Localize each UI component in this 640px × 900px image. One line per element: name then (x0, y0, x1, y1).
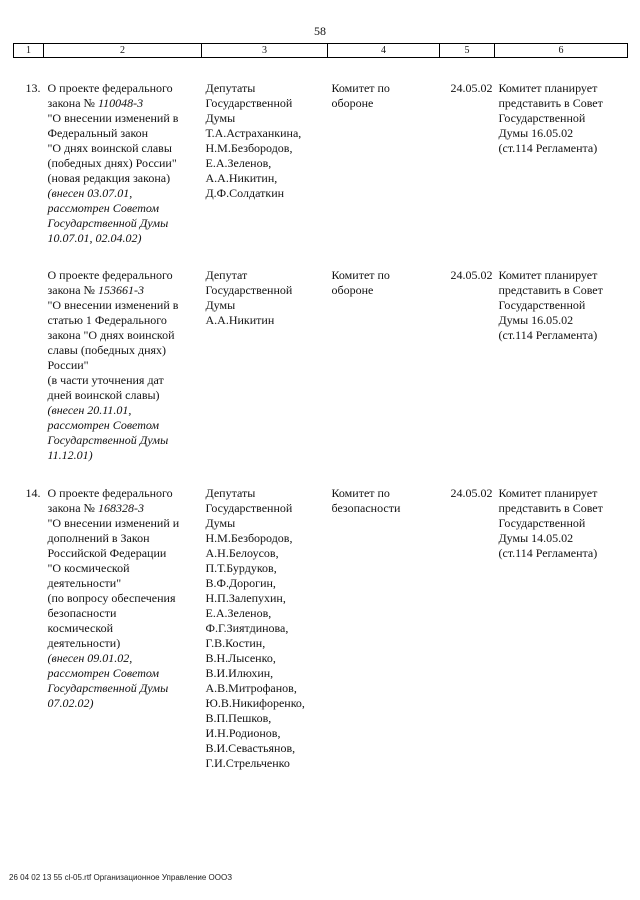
committee (328, 463, 440, 771)
bill-line (48, 516, 198, 531)
date: 24.05.02 (450, 81, 493, 95)
authors-line: Депутаты (205, 486, 256, 500)
bill-italic-text: 110048-3 (97, 96, 144, 110)
authors-line: Ф.Г.Зиятдинова, (205, 621, 289, 635)
status-note-line: Думы 14.05.02 (498, 531, 574, 545)
authors-line: А.В.Митрофанов, (205, 681, 297, 695)
bill-text: дополнений в Закон (47, 531, 150, 545)
bill-text: (по вопросу обеспечения (47, 591, 176, 605)
committee-line: обороне (331, 96, 374, 110)
bill-text: Федеральный закон (47, 126, 149, 140)
status-note-line: представить в Совет (498, 501, 603, 515)
bill-text: закона № (47, 283, 98, 297)
status-note-line: представить в Совет (498, 96, 603, 110)
column-number: 3 (202, 44, 328, 58)
bill-line (48, 313, 198, 328)
authors-line: Н.М.Безбородов, (205, 531, 293, 545)
authors-line: Государственной (205, 501, 293, 515)
table-row (14, 463, 628, 771)
bill-line (48, 561, 198, 576)
bill-line (48, 231, 198, 246)
row-number (14, 246, 44, 463)
bill-line (48, 651, 198, 666)
authors (202, 246, 328, 463)
bill-italic-text: рассмотрен Советом (47, 201, 160, 215)
bill-italic-text: 11.12.01) (47, 448, 93, 462)
bill-italic-text: 168328-3 (97, 501, 144, 515)
authors-line: А.А.Никитин, (205, 171, 278, 185)
status-note-line: Комитет планирует (498, 268, 598, 282)
bill-line (48, 696, 198, 711)
committee (328, 58, 440, 247)
bill-text: дней воинской славы) (47, 388, 160, 402)
column-number: 1 (14, 44, 44, 58)
bill-text: деятельности) (47, 636, 121, 650)
authors-line: Ю.В.Никифоренко, (205, 696, 305, 710)
authors-line: Т.А.Астраханкина, (205, 126, 302, 140)
status-note-line: Комитет планирует (498, 486, 598, 500)
status-note-line: Государственной (498, 298, 586, 312)
status-note-line: Комитет планирует (498, 81, 598, 95)
bill-line (48, 283, 198, 298)
bill-text: космической (47, 621, 113, 635)
bill-italic-text: Государственной Думы (47, 216, 169, 230)
bill-text: "О внесении изменений и (47, 516, 180, 530)
column-number: 5 (440, 44, 495, 58)
authors-line: Депутат (205, 268, 248, 282)
authors-line: В.И.Илюхин, (205, 666, 274, 680)
status-note-line: (ст.114 Регламента) (498, 328, 598, 342)
authors-line: В.Н.Лысенко, (205, 651, 276, 665)
bill-line (48, 141, 198, 156)
date: 24.05.02 (450, 268, 493, 282)
document-footer: 26 04 02 13 55 cl-05.rtf Организационное Управление ОООЗ (9, 873, 233, 882)
page-number: 58 (314, 24, 326, 38)
bill-line (48, 111, 198, 126)
authors-line: А.А.Никитин (205, 313, 275, 327)
bill-text: О проекте федерального (47, 486, 173, 500)
bill-text: России" (47, 358, 89, 372)
status-note-line: Государственной (498, 111, 586, 125)
authors-line: В.Ф.Дорогин, (205, 576, 276, 590)
bill-line (48, 201, 198, 216)
bill-line (48, 433, 198, 448)
table-row (14, 58, 628, 247)
bill-line (48, 328, 198, 343)
authors-line: Государственной (205, 283, 293, 297)
bill-line (48, 546, 198, 561)
bill-line (48, 681, 198, 696)
bill-italic-text: Государственной Думы (47, 433, 169, 447)
column-number: 6 (495, 44, 628, 58)
authors-line: Думы (205, 111, 236, 125)
status-note (495, 463, 628, 771)
bill-line (48, 96, 198, 111)
bill-line (48, 358, 198, 373)
committee-line: безопасности (331, 501, 401, 515)
committee (328, 246, 440, 463)
bill-text: О проекте федерального (47, 81, 173, 95)
authors-line: Д.Ф.Солдаткин (205, 186, 285, 200)
bill-line (48, 298, 198, 313)
authors-line: Н.П.Залепухин, (205, 591, 286, 605)
authors-line: Думы (205, 298, 236, 312)
bill-text: (победных днях) России" (47, 156, 177, 170)
authors-line: Н.М.Безбородов, (205, 141, 293, 155)
bill-description (44, 246, 202, 463)
bill-line (48, 216, 198, 231)
bill-line (48, 186, 198, 201)
bill-text: "О днях воинской славы (47, 141, 172, 155)
bill-line (48, 171, 198, 186)
bill-description (44, 58, 202, 247)
committee-line: Комитет по (331, 486, 390, 500)
bill-text: Российской Федерации (47, 546, 167, 560)
bill-line (48, 268, 198, 283)
row-number: 14. (25, 486, 41, 500)
authors-line: П.Т.Бурдуков, (205, 561, 277, 575)
bill-text: "О космической (47, 561, 130, 575)
authors-line: И.Н.Родионов, (205, 726, 281, 740)
bill-line (48, 621, 198, 636)
bill-line (48, 418, 198, 433)
bill-text: "О внесении изменений в (47, 298, 179, 312)
authors-line: В.И.Севастьянов, (205, 741, 296, 755)
row-number: 13. (25, 81, 41, 95)
bill-italic-text: Государственной Думы (47, 681, 169, 695)
status-note-line: представить в Совет (498, 283, 603, 297)
column-number: 4 (328, 44, 440, 58)
bill-line (48, 531, 198, 546)
bill-line (48, 501, 198, 516)
bill-italic-text: 153661-3 (97, 283, 144, 297)
bill-line (48, 126, 198, 141)
bill-italic-text: (внесен 09.01.02, (47, 651, 133, 665)
authors-line: Г.В.Костин, (205, 636, 266, 650)
status-note-line: (ст.114 Регламента) (498, 546, 598, 560)
committee-line: Комитет по (331, 268, 390, 282)
bill-line (48, 448, 198, 463)
bill-text: безопасности (47, 606, 117, 620)
bill-text: деятельности" (47, 576, 122, 590)
bill-description (44, 463, 202, 771)
authors-line: Депутаты (205, 81, 256, 95)
status-note (495, 246, 628, 463)
bill-line (48, 343, 198, 358)
bill-line (48, 373, 198, 388)
date: 24.05.02 (450, 486, 493, 500)
bill-line (48, 636, 198, 651)
bill-line (48, 403, 198, 418)
bill-line (48, 81, 198, 96)
column-number-row (14, 44, 628, 58)
bill-text: статью 1 Федерального (47, 313, 167, 327)
authors-line: Г.И.Стрельченко (205, 756, 290, 770)
bill-line (48, 591, 198, 606)
status-note-line: Государственной (498, 516, 586, 530)
authors-line: А.Н.Белоусов, (205, 546, 279, 560)
bill-text: О проекте федерального (47, 268, 173, 282)
column-number: 2 (44, 44, 202, 58)
status-note-line: Думы 16.05.02 (498, 313, 574, 327)
authors-line: Думы (205, 516, 236, 530)
table-row (14, 246, 628, 463)
bill-text: "О внесении изменений в (47, 111, 179, 125)
status-note-line: (ст.114 Регламента) (498, 141, 598, 155)
committee-line: Комитет по (331, 81, 390, 95)
bill-line (48, 486, 198, 501)
authors (202, 58, 328, 247)
bill-line (48, 156, 198, 171)
bill-line (48, 388, 198, 403)
bill-text: славы (победных днях) (47, 343, 167, 357)
authors-line: Е.А.Зеленов, (205, 606, 272, 620)
status-note-line: Думы 16.05.02 (498, 126, 574, 140)
bills-table (13, 43, 628, 771)
bill-text: закона № (47, 96, 98, 110)
bill-line (48, 666, 198, 681)
bill-italic-text: рассмотрен Советом (47, 666, 160, 680)
bill-text: (в части уточнения дат (47, 373, 164, 387)
committee-line: обороне (331, 283, 374, 297)
bill-text: закона "О днях воинской (47, 328, 175, 342)
authors-line: Государственной (205, 96, 293, 110)
authors-line: Е.А.Зеленов, (205, 156, 272, 170)
bill-italic-text: (внесен 03.07.01, (47, 186, 133, 200)
authors-line: В.П.Пешков, (205, 711, 272, 725)
authors (202, 463, 328, 771)
bill-text: (новая редакция закона) (47, 171, 171, 185)
bill-text: закона № (47, 501, 98, 515)
bill-italic-text: рассмотрен Советом (47, 418, 160, 432)
bill-italic-text: (внесен 20.11.01, (47, 403, 132, 417)
bill-italic-text: 10.07.01, 02.04.02) (47, 231, 142, 245)
bill-italic-text: 07.02.02) (47, 696, 94, 710)
bill-line (48, 606, 198, 621)
bill-line (48, 576, 198, 591)
status-note (495, 58, 628, 247)
